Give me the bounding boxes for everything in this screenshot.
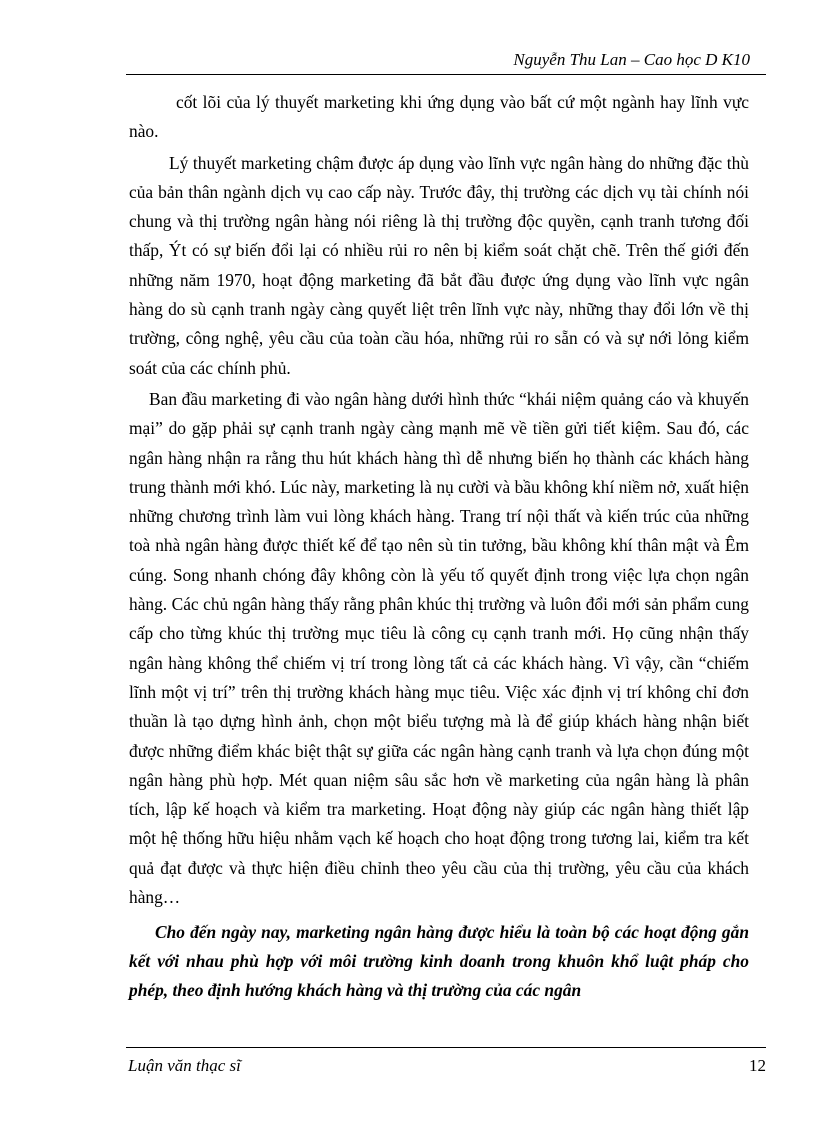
page-body bbox=[129, 88, 749, 1005]
footer-rule bbox=[126, 1047, 766, 1048]
paragraph-continuation: cốt lõi của lý thuyết marketing khi ứng dụng vào bất cứ một ngành hay lĩnh vực nào. bbox=[129, 92, 749, 142]
paragraph-marketing-history: Lý thuyết marketing chậm được áp dụng vào lĩnh vực ngân hàng do những đặc thù của bản thân ngành dịch vụ cao cấp này. Trước đây, thị trường các dịch vụ tài chính nói chung và thị trường ngân hàng nói riêng là thị trường độc quyền, cạnh tranh tương đối thấp, Ýt có sự biến đổi lại có nhiều rủi ro nên bị kiểm soát chặt chẽ. Trên thế giới đến những năm 1970, hoạt động marketing đã bắt đầu được ứng dụng vào lĩnh vực ngân hàng do sù cạnh tranh ngày càng quyết liệt trên lĩnh vực này, những thay đổi lớn về thị trường, công nghệ, yêu cầu của toàn cầu hóa, những rủi ro sẵn có và sự nới lỏng kiểm soát của các chính phủ. bbox=[129, 152, 749, 378]
paragraph-marketing-evolution: Ban đầu marketing đi vào ngân hàng dưới hình thức “khái niệm quảng cáo và khuyến mại” do gặp phải sự cạnh tranh ngày càng mạnh mẽ về tiền gửi tiết kiệm. Sau đó, các ngân hàng nhận ra rằng thu hút khách hàng thì dễ nhưng biến họ thành các khách hàng trung thành mới khó. Lúc này, marketing là nụ cười và bầu không khí niềm nở, xuất hiện những chương trình làm vui lòng khách hàng. Trang trí nội thất và kiến trúc của những toà nhà ngân hàng được thiết kế để tạo nên sù tin tưởng, bầu không khí thân mật và Êm cúng. Song nhanh chóng đây không còn là yếu tố quyết định trong việc lựa chọn ngân hàng. Các chủ ngân hàng thấy rằng phân khúc thị trường và luôn đổi mới sản phẩm cung cấp cho từng khúc thị trường mục tiêu là công cụ cạnh tranh mới. Họ cũng nhận thấy ngân hàng không thể chiếm vị trí trong lòng tất cả các khách hàng. Vì vậy, cần “chiếm lĩnh một vị trí” trên thị trường khách hàng mục tiêu. Việc xác định vị trí không chỉ đơn thuần là tạo dựng hình ảnh, chọn một biểu tượng mà là để giúp khách hàng nhận biết được những điểm khác biệt thật sự giữa các ngân hàng cạnh tranh và lựa chọn đúng một ngân hàng phù hợp. Mét quan niệm sâu sắc hơn về marketing của ngân hàng là phân tích, lập kế hoạch và kiểm tra marketing. Hoạt động này giúp các ngân hàng thiết lập một hệ thống hữu hiệu nhằm vạch kế hoạch cho hoạt động trong tương lai, kiểm tra kết quả đạt được và thực hiện điều chỉnh theo yêu cầu của thị trường, yêu cầu của khách hàng… bbox=[129, 388, 749, 908]
page-number: 12 bbox=[749, 1056, 766, 1075]
header-rule bbox=[126, 74, 766, 75]
running-header: Nguyễn Thu Lan – Cao học D K10 bbox=[513, 50, 750, 69]
footer-label: Luận văn thạc sĩ bbox=[128, 1056, 241, 1075]
paragraph-definition: Cho đến ngày nay, marketing ngân hàng được hiểu là toàn bộ các hoạt động gắn kết với nhau phù hợp với môi trường kinh doanh trong khuôn khổ luật pháp cho phép, theo định hướng khách hàng và thị trường của các ngân bbox=[129, 922, 749, 1001]
